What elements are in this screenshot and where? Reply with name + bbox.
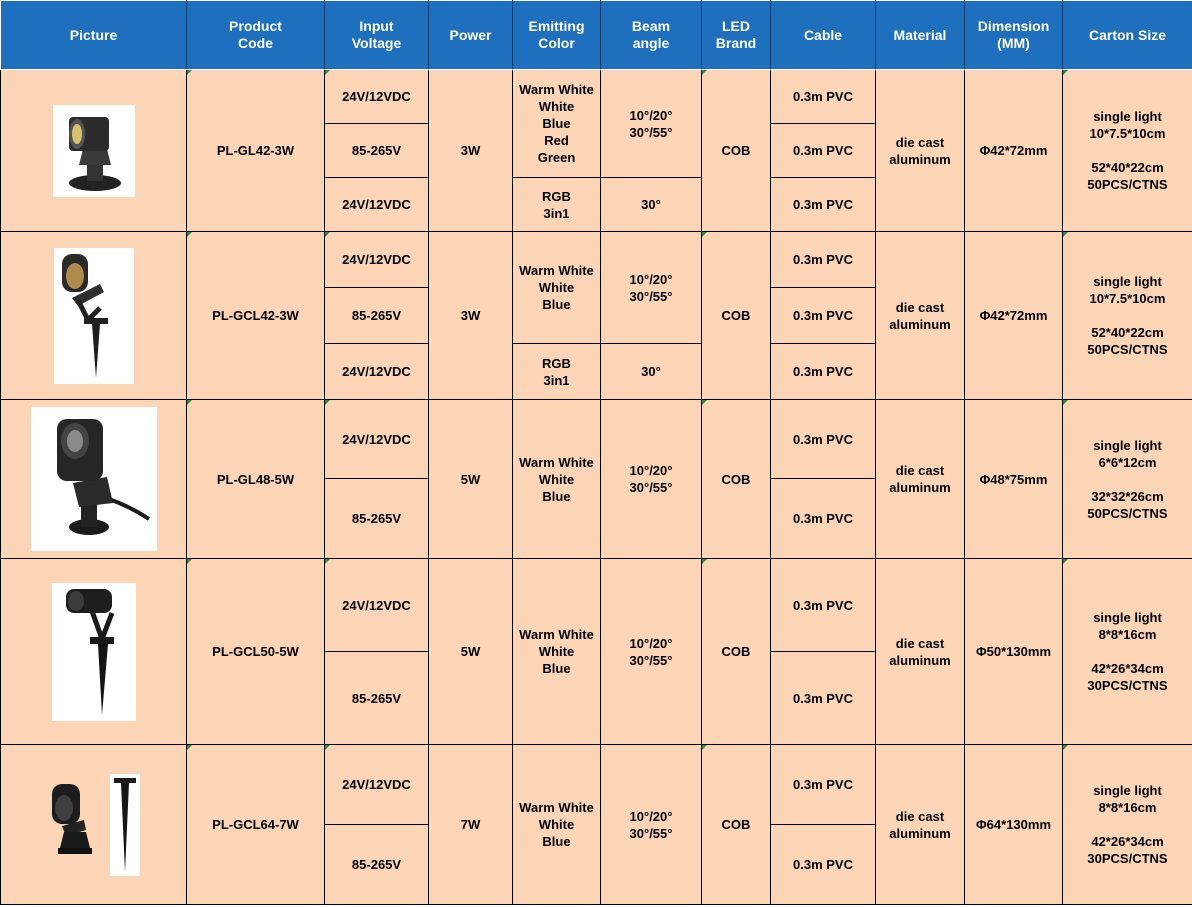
- emitting-color: Warm White White Blue: [513, 559, 601, 745]
- spotlight-photo: [53, 105, 135, 197]
- emitting-color: Warm White White Blue: [513, 232, 601, 344]
- header-product-code: Product Code: [187, 1, 325, 70]
- power: 3W: [429, 70, 513, 232]
- product-code: PL-GCL50-5W: [187, 559, 325, 745]
- cable: 0.3m PVC: [771, 178, 876, 232]
- product-code: PL-GL42-3W: [187, 70, 325, 232]
- product-code: PL-GL48-5W: [187, 400, 325, 559]
- table-row: [1, 70, 1192, 124]
- input-voltage: 85-265V: [325, 479, 429, 559]
- cable: 0.3m PVC: [771, 559, 876, 652]
- cable: 0.3m PVC: [771, 400, 876, 479]
- cable: 0.3m PVC: [771, 652, 876, 745]
- header-led-brand: LED Brand: [702, 1, 771, 70]
- product-picture-cell: [1, 559, 187, 745]
- beam-angle: 10°/20° 30°/55°: [601, 745, 702, 905]
- beam-angle: 10°/20° 30°/55°: [601, 70, 702, 178]
- carton-size: [1063, 559, 1192, 745]
- carton-master: 42*26*34cm 30PCS/CTNS: [1087, 834, 1168, 866]
- carton-master: 32*32*26cm 50PCS/CTNS: [1087, 488, 1168, 521]
- spotlight-photo: [31, 407, 157, 551]
- input-voltage: 85-265V: [325, 288, 429, 344]
- header-cable: Cable: [771, 1, 876, 70]
- input-voltage: 85-265V: [325, 825, 429, 905]
- header-picture: Picture: [1, 1, 187, 70]
- emitting-color: Warm White White Blue Red Green: [513, 70, 601, 178]
- emitting-color-rgb: RGB 3in1: [513, 178, 601, 232]
- spotlight-spike-photo: [52, 583, 136, 721]
- cable: 0.3m PVC: [771, 479, 876, 559]
- input-voltage: 24V/12VDC: [325, 178, 429, 232]
- led-brand: COB: [702, 70, 771, 232]
- led-brand: COB: [702, 745, 771, 905]
- carton-single: single light 10*7.5*10cm: [1089, 274, 1166, 306]
- material: die cast aluminum: [876, 400, 965, 559]
- dimension: Φ50*130mm: [965, 559, 1063, 745]
- input-voltage: 85-265V: [325, 124, 429, 178]
- carton-master: 52*40*22cm 50PCS/CTNS: [1087, 160, 1168, 192]
- header-dimension: Dimension (MM): [965, 1, 1063, 70]
- material: die cast aluminum: [876, 745, 965, 905]
- input-voltage: 24V/12VDC: [325, 745, 429, 825]
- carton-master: 42*26*34cm 30PCS/CTNS: [1087, 661, 1168, 693]
- spotlight-with-spike-photo: [46, 772, 142, 878]
- led-brand: COB: [702, 232, 771, 400]
- cable: 0.3m PVC: [771, 344, 876, 400]
- power: 5W: [429, 559, 513, 745]
- carton-size: [1063, 70, 1192, 232]
- carton-single: single light 8*8*16cm: [1093, 610, 1162, 642]
- carton-single: single light 10*7.5*10cm: [1089, 109, 1166, 141]
- beam-angle-rgb: 30°: [601, 344, 702, 400]
- cable: 0.3m PVC: [771, 288, 876, 344]
- input-voltage: 24V/12VDC: [325, 400, 429, 479]
- dimension: Φ42*72mm: [965, 232, 1063, 400]
- cable: 0.3m PVC: [771, 825, 876, 905]
- header-input-voltage: Input Voltage: [325, 1, 429, 70]
- input-voltage: 85-265V: [325, 652, 429, 745]
- beam-angle-rgb: 30°: [601, 178, 702, 232]
- cable: 0.3m PVC: [771, 124, 876, 178]
- carton-size: [1063, 745, 1192, 905]
- header-row: [1, 1, 1192, 70]
- led-brand: COB: [702, 559, 771, 745]
- table-row: [1, 745, 1192, 825]
- material: die cast aluminum: [876, 70, 965, 232]
- product-code: PL-GCL64-7W: [187, 745, 325, 905]
- carton-size: [1063, 400, 1192, 559]
- beam-angle: 10°/20° 30°/55°: [601, 400, 702, 559]
- emitting-color: Warm White White Blue: [513, 745, 601, 905]
- carton-size: [1063, 232, 1192, 400]
- input-voltage: 24V/12VDC: [325, 559, 429, 652]
- product-picture-cell: [1, 400, 187, 559]
- product-picture-cell: [1, 70, 187, 232]
- product-picture-cell: [1, 745, 187, 905]
- table-row: [1, 232, 1192, 288]
- beam-angle: 10°/20° 30°/55°: [601, 232, 702, 344]
- power: 3W: [429, 232, 513, 400]
- cable: 0.3m PVC: [771, 70, 876, 124]
- led-brand: COB: [702, 400, 771, 559]
- dimension: Φ42*72mm: [965, 70, 1063, 232]
- header-emitting-color: Emitting Color: [513, 1, 601, 70]
- emitting-color: Warm White White Blue: [513, 400, 601, 559]
- material: die cast aluminum: [876, 232, 965, 400]
- carton-single: single light 6*6*12cm: [1093, 437, 1162, 470]
- beam-angle: 10°/20° 30°/55°: [601, 559, 702, 745]
- material: die cast aluminum: [876, 559, 965, 745]
- power: 7W: [429, 745, 513, 905]
- product-picture-cell: [1, 232, 187, 400]
- power: 5W: [429, 400, 513, 559]
- dimension: Φ48*75mm: [965, 400, 1063, 559]
- table-row: [1, 559, 1192, 652]
- product-code: PL-GCL42-3W: [187, 232, 325, 400]
- spotlight-spike-photo: [54, 248, 134, 384]
- header-material: Material: [876, 1, 965, 70]
- header-power: Power: [429, 1, 513, 70]
- emitting-color-rgb: RGB 3in1: [513, 344, 601, 400]
- header-carton-size: Carton Size: [1063, 1, 1192, 70]
- carton-single: single light 8*8*16cm: [1093, 783, 1162, 815]
- carton-master: 52*40*22cm 50PCS/CTNS: [1087, 325, 1168, 357]
- cable: 0.3m PVC: [771, 232, 876, 288]
- input-voltage: 24V/12VDC: [325, 70, 429, 124]
- dimension: Φ64*130mm: [965, 745, 1063, 905]
- input-voltage: 24V/12VDC: [325, 232, 429, 288]
- cable: 0.3m PVC: [771, 745, 876, 825]
- table-row: [1, 400, 1192, 479]
- header-beam-angle: Beam angle: [601, 1, 702, 70]
- input-voltage: 24V/12VDC: [325, 344, 429, 400]
